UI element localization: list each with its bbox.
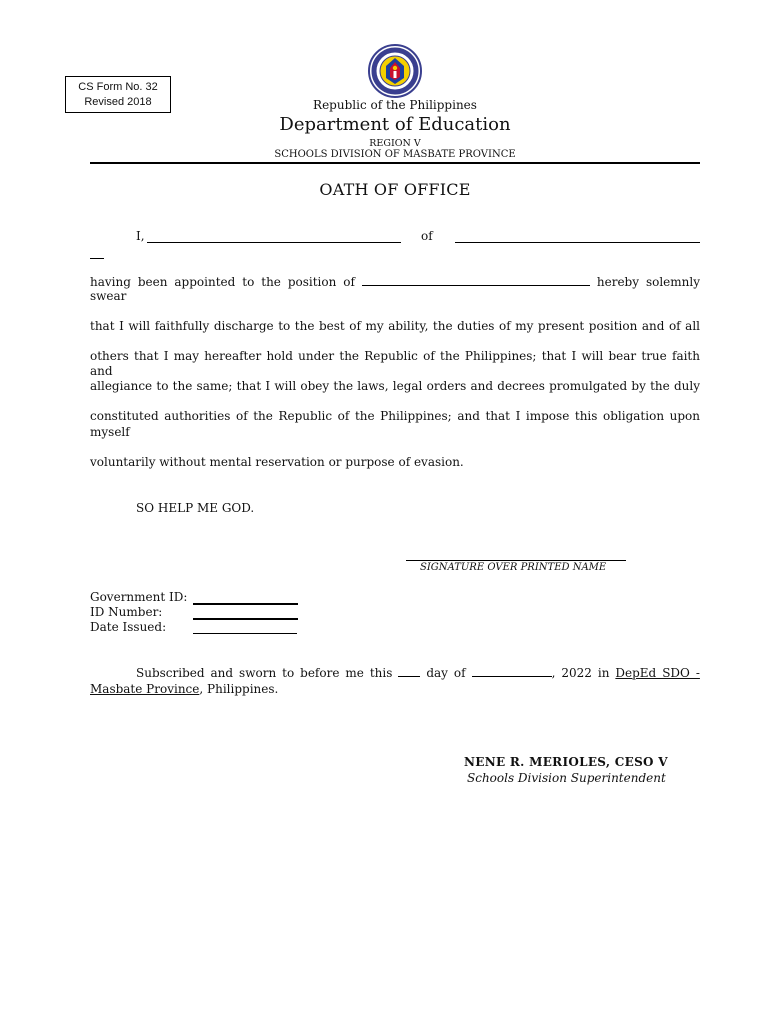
jurat-line-2 <box>90 682 278 696</box>
signature-line[interactable] <box>406 548 626 561</box>
name-blank[interactable] <box>147 230 401 243</box>
appointed-after: hereby solemnly <box>596 275 700 289</box>
month-blank[interactable] <box>472 665 552 677</box>
position-blank[interactable] <box>362 274 590 286</box>
deped-seal-icon <box>360 44 430 98</box>
appointed-before: having been appointed to the position of <box>90 275 355 289</box>
jurat-part1: Subscribed and sworn to before me this <box>136 666 393 680</box>
jurat-paragraph <box>90 665 700 697</box>
oath-line-4b: myself <box>90 425 130 439</box>
day-blank[interactable] <box>398 665 420 677</box>
superintendent-title: Schools Division Superintendent <box>467 771 666 785</box>
oath-line-1: that I will faithfully discharge to the best of my ability, the duties of my present position and of all <box>90 319 700 333</box>
oath-line-4: constituted authorities of the Republic of the Philippines; and that I impose this obligation upon <box>90 409 700 423</box>
oath-line-3: allegiance to the same; that I will obey the laws, legal orders and decrees promulgated by the duly <box>90 379 700 393</box>
header-republic: Republic of the Philippines <box>313 98 477 112</box>
superintendent-name: NENE R. MERIOLES, CESO V <box>464 755 668 769</box>
id-number-label: ID Number: <box>90 605 163 619</box>
of-label: of <box>421 229 433 243</box>
date-issued-label: Date Issued: <box>90 620 167 634</box>
swear-line: swear <box>90 289 127 303</box>
jurat-place-1: DepEd SDO - <box>615 666 700 680</box>
jurat-place-2: Masbate Province <box>90 682 200 696</box>
jurat-part3: , 2022 in <box>551 666 610 680</box>
page-title: OATH OF OFFICE <box>319 180 471 199</box>
oath-line-2: others that I may hereafter hold under the Republic of the Philippines; that I will bear true faith and <box>90 349 700 378</box>
id-number-field[interactable] <box>193 606 298 620</box>
form-revision: Revised 2018 <box>84 96 152 108</box>
header-divider <box>90 162 700 164</box>
office-blank[interactable] <box>455 230 700 243</box>
oath-line-5: voluntarily without mental reservation or purpose of evasion. <box>90 455 464 469</box>
i-label: I, <box>136 229 145 243</box>
so-help-me-god: SO HELP ME GOD. <box>136 501 255 515</box>
jurat-line-1 <box>90 665 700 681</box>
jurat-part4: , Philippines. <box>199 682 279 696</box>
government-id-field[interactable] <box>193 591 298 605</box>
signature-caption: SIGNATURE OVER PRINTED NAME <box>420 562 607 573</box>
header-department: Department of Education <box>279 114 511 135</box>
date-issued-field[interactable] <box>193 621 297 634</box>
appointed-line <box>90 274 700 290</box>
continuation-mark <box>90 248 104 259</box>
header-region: REGION V <box>369 138 421 149</box>
government-id-label: Government ID: <box>90 590 188 604</box>
jurat-part2: day of <box>426 666 466 680</box>
header-division: SCHOOLS DIVISION OF MASBATE PROVINCE <box>274 149 516 160</box>
form-number: CS Form No. 32 <box>78 81 158 93</box>
